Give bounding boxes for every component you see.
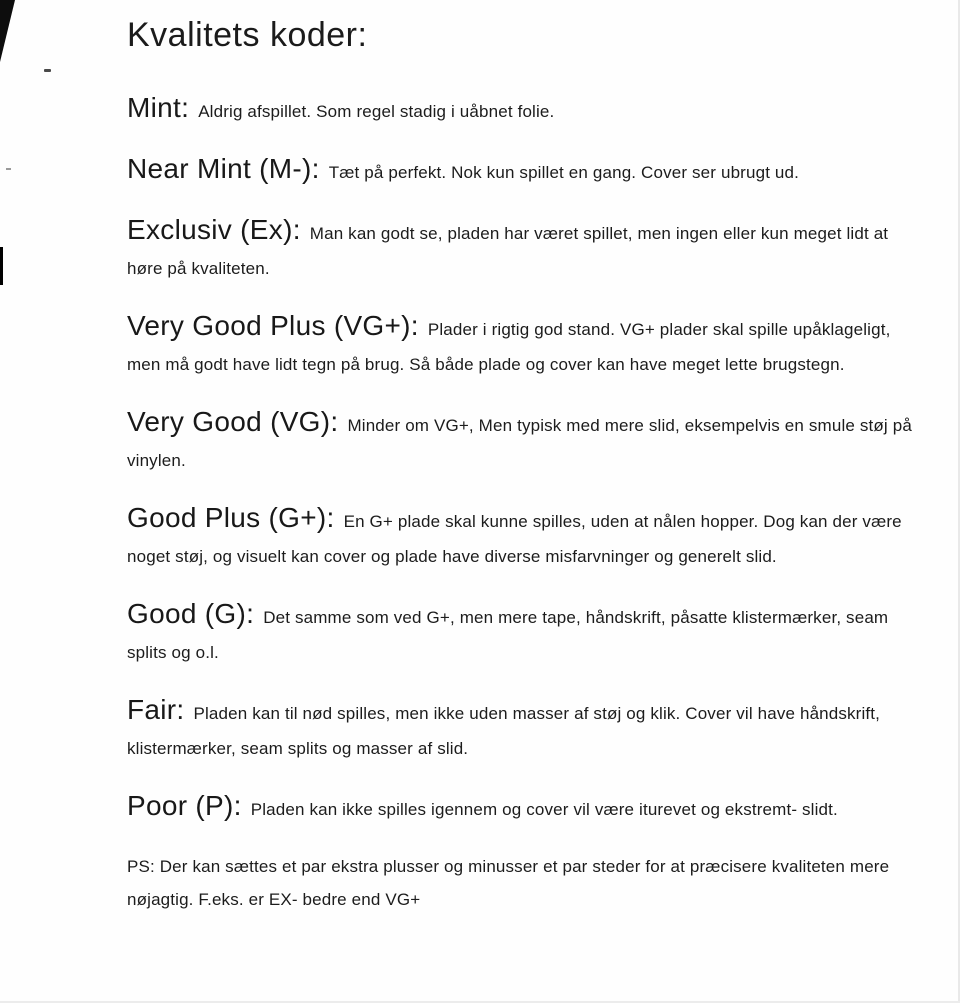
grade-term: Good (G): (127, 598, 255, 629)
grade-description: Pladen kan til nød spilles, men ikke uden masser af støj og klik. Cover vil have håndskrift, klistermærker, seam splits og masser af slid. (127, 704, 881, 758)
grade-term: Very Good (VG): (127, 406, 339, 437)
grade-term: Poor (P): (127, 790, 242, 821)
grade-description: Plader i rigtig god stand. VG+ plader skal spille upåklageligt, men må godt have lidt tegn på brug. Så både plade og cover kan have meget lette brugstegn. (127, 320, 891, 374)
grade-entry-poor (127, 789, 914, 828)
grade-term: Fair: (127, 694, 185, 725)
grade-entry-near-mint (127, 152, 914, 191)
grade-entry-very-good-plus (127, 309, 914, 383)
page-title: Kvalitets koder: (127, 16, 368, 54)
grade-term: Mint: (127, 92, 190, 123)
grade-description: Tæt på perfekt. Nok kun spillet en gang. Cover ser ubrugt ud. (328, 163, 800, 182)
grade-description: Pladen kan ikke spilles igennem og cover vil være iturevet og ekstremt- slidt. (250, 800, 838, 819)
grade-entry-mint (127, 91, 914, 130)
grade-entry-good (127, 597, 914, 671)
grade-entry-good-plus (127, 501, 914, 575)
grade-description: En G+ plade skal kunne spilles, uden at nålen hopper. Dog kan der være noget støj, og visuelt kan cover og plade have diverse misfarvninger og generelt slid. (127, 512, 902, 566)
postscript-note: PS: Der kan sættes et par ekstra plusser og minusser et par steder for at præcisere kvaliteten mere nøjagtig. F.eks. er EX- bedre end VG+ (127, 857, 890, 909)
grade-description: Man kan godt se, pladen har været spillet, men ingen eller kun meget lidt at høre på kvaliteten. (127, 224, 889, 278)
grade-description: Minder om VG+, Men typisk med mere slid, eksempelvis en smule støj på vinylen. (127, 416, 912, 470)
grade-entry-fair (127, 693, 914, 767)
grade-term: Near Mint (M-): (127, 153, 320, 184)
grade-term: Very Good Plus (VG+): (127, 310, 419, 341)
grade-entry-very-good (127, 405, 914, 479)
grade-description: Det samme som ved G+, men mere tape, håndskrift, påsatte klistermærker, seam splits og o.l. (127, 608, 889, 662)
grade-term: Exclusiv (Ex): (127, 214, 301, 245)
grade-entry-exclusiv (127, 213, 914, 287)
grade-description: Aldrig afspillet. Som regel stadig i uåbnet folie. (198, 102, 555, 121)
grade-term: Good Plus (G+): (127, 502, 335, 533)
